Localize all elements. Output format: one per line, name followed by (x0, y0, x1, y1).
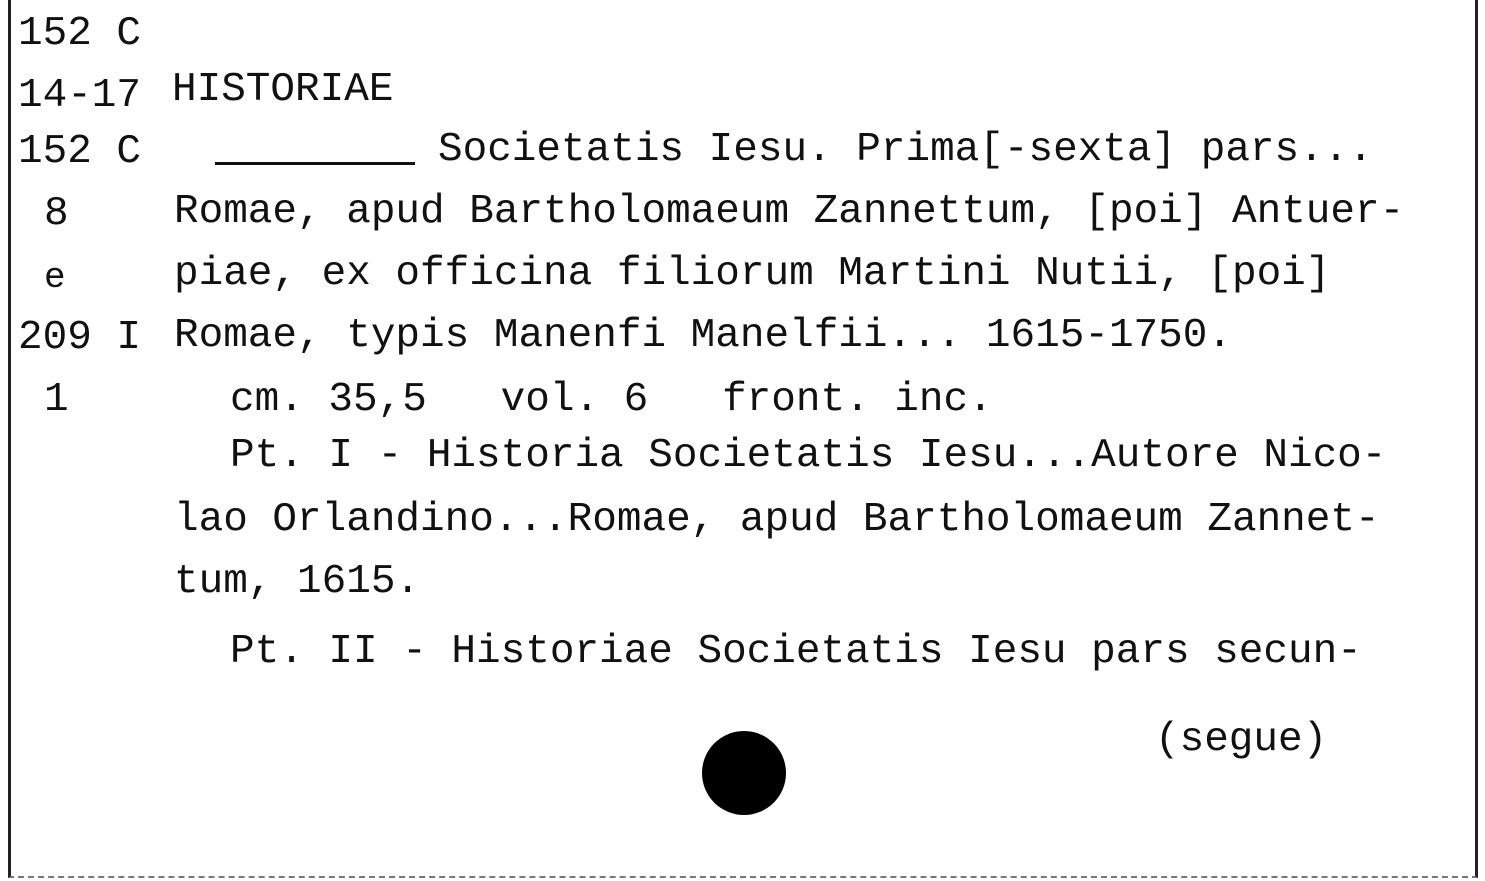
imprint-line-3: Romae, typis Manenfi Manelfii... 1615-1750. (174, 313, 1232, 359)
note-part2-line1: Pt. II - Historiae Societatis Iesu pars secun- (230, 629, 1362, 675)
shelfmark-5: e (44, 257, 66, 298)
shelfmark-7: 1 (44, 377, 69, 423)
shelfmark-4: 8 (44, 191, 69, 237)
continuation-note: (segue) (1155, 717, 1328, 763)
note-part1-line2: lao Orlandino...Romae, apud Bartholomaeum Zannet- (174, 497, 1380, 543)
title-line: Societatis Iesu. Prima[-sexta] pars... (438, 127, 1373, 173)
note-part1-line3: tum, 1615. (174, 559, 421, 605)
shelfmark-6: 209 I (18, 315, 142, 361)
physical-description: cm. 35,5 vol. 6 front. inc. (230, 377, 993, 423)
imprint-line-1: Romae, apud Bartholomaeum Zannettum, [poi] Antuer- (174, 189, 1405, 235)
note-part1-line1: Pt. I - Historia Societatis Iesu...Autore Nico- (230, 433, 1387, 479)
imprint-line-2: piae, ex officina filiorum Martini Nutii, [poi] (174, 251, 1331, 297)
shelfmark-2: 14-17 (18, 73, 142, 119)
shelfmark-3: 152 C (18, 129, 142, 175)
heading-repeat-rule (215, 162, 415, 165)
punch-hole (702, 731, 786, 815)
heading: HISTORIAE (172, 67, 394, 113)
shelfmark-1: 152 C (18, 11, 142, 57)
